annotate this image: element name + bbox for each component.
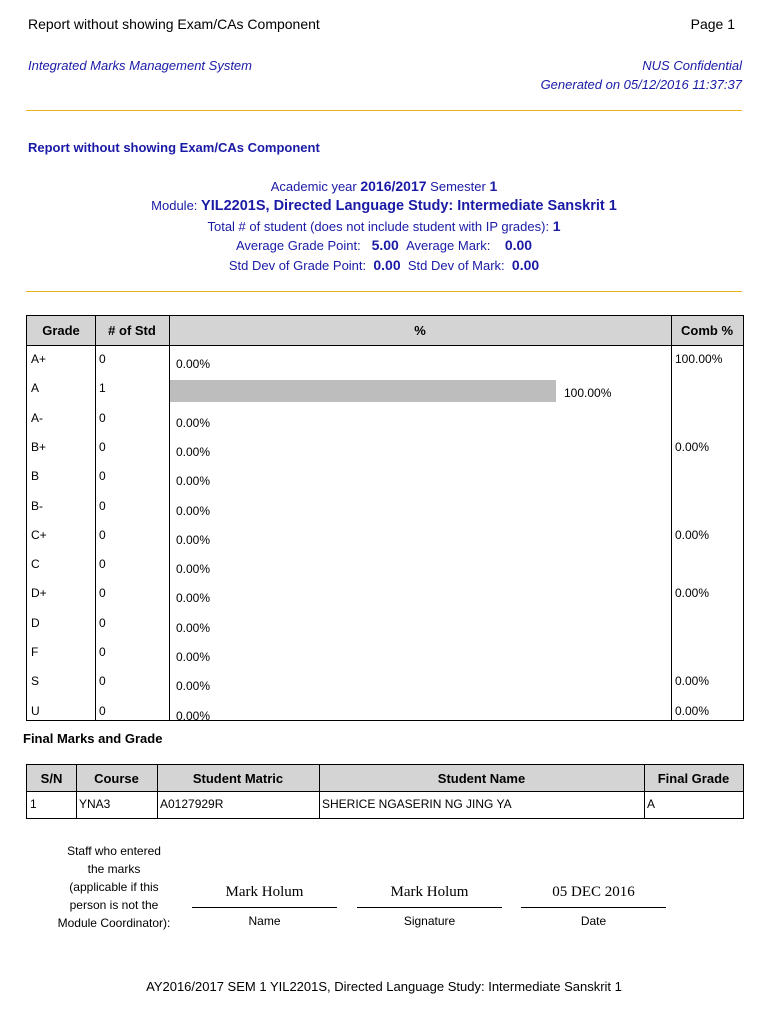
module-label: Module: <box>151 198 198 213</box>
percent-cell: 0.00% <box>176 415 211 430</box>
date-caption: Date <box>580 914 607 928</box>
comb-cell: 0.00% <box>675 703 710 718</box>
grade-cell: S <box>31 674 40 689</box>
final-table-header <box>27 765 743 792</box>
total-students-label: Total # of student (does not include student with IP grades): <box>207 219 550 234</box>
column-divider <box>76 765 77 818</box>
count-cell: 0 <box>99 469 106 484</box>
grade-cell: B+ <box>31 439 47 454</box>
header-matric: Student Matric <box>192 771 284 786</box>
comb-cell: 0.00% <box>675 674 710 689</box>
sd-mark-value: 0.00 <box>511 257 540 273</box>
grade-cell: A+ <box>31 352 47 366</box>
total-students-value: 1 <box>552 218 561 234</box>
confidential-label: NUS Confidential <box>642 58 742 73</box>
staff-note-line: person is not the <box>69 898 159 912</box>
academic-year-label: Academic year <box>270 179 357 194</box>
grade-row <box>27 609 743 638</box>
column-divider <box>157 765 158 818</box>
grade-row <box>27 579 743 608</box>
comb-cell: 0.00% <box>675 586 710 601</box>
row-final-grade: A <box>647 797 656 811</box>
header-grade: Grade <box>42 323 80 338</box>
averages-line <box>0 237 768 253</box>
signature-value: Mark Holum <box>390 884 469 900</box>
avg-grade-point-value: 5.00 <box>371 237 399 253</box>
count-cell: 0 <box>99 645 106 659</box>
grade-cell: C <box>31 557 40 572</box>
name-caption: Name <box>248 914 281 928</box>
percent-cell: 0.00% <box>176 503 211 518</box>
name-value: Mark Holum <box>225 884 304 900</box>
count-cell: 0 <box>99 527 106 542</box>
staff-note-line: Staff who entered <box>67 844 161 858</box>
percent-cell: 0.00% <box>176 532 211 547</box>
semester-label: Semester <box>430 179 486 194</box>
comb-cell: 100.00% <box>675 352 723 366</box>
staff-note <box>34 842 194 932</box>
grade-row <box>27 404 743 433</box>
grade-row <box>27 550 743 579</box>
grade-row <box>27 667 743 696</box>
count-cell: 1 <box>99 381 106 396</box>
count-cell: 0 <box>99 439 106 454</box>
report-title: Report without showing Exam/CAs Component <box>28 16 320 32</box>
divider <box>26 291 742 292</box>
system-name: Integrated Marks Management System <box>28 58 252 73</box>
percent-cell: 0.00% <box>176 708 211 723</box>
row-matric: A0127929R <box>160 797 224 811</box>
grade-row <box>27 638 743 667</box>
count-cell: 0 <box>99 557 106 572</box>
avg-grade-point-label: Average Grade Point: <box>235 238 361 253</box>
signature-caption: Signature <box>403 914 456 928</box>
date-line <box>521 907 666 908</box>
header-comb: Comb % <box>681 323 733 338</box>
header-course: Course <box>94 771 139 786</box>
page-footer: AY2016/2017 SEM 1 YIL2201S, Directed Language Study: Intermediate Sanskrit 1 <box>146 979 622 994</box>
column-divider <box>319 765 320 818</box>
percent-cell: 100.00% <box>564 386 612 401</box>
grade-distribution-table <box>26 315 744 721</box>
grade-row <box>27 521 743 550</box>
comb-cell: 0.00% <box>675 527 710 542</box>
staff-note-line: (applicable if this <box>69 880 159 894</box>
divider <box>26 110 742 111</box>
row-course: YNA3 <box>79 797 111 811</box>
staff-note-line: Module Coordinator): <box>57 916 171 930</box>
grade-row <box>27 345 743 374</box>
count-cell: 0 <box>99 586 106 601</box>
name-line <box>192 907 337 908</box>
header-student-name: Student Name <box>437 771 526 786</box>
sd-grade-point-label: Std Dev of Grade Point: <box>228 258 367 273</box>
generated-timestamp: Generated on 05/12/2016 11:37:37 <box>540 77 742 92</box>
count-cell: 0 <box>99 498 106 513</box>
percent-cell: 0.00% <box>176 444 211 459</box>
grade-row <box>27 374 743 403</box>
final-marks-table <box>26 764 744 819</box>
percent-cell: 0.00% <box>176 679 211 694</box>
grade-cell: A <box>31 381 40 396</box>
grade-table-header <box>27 316 743 346</box>
count-cell: 0 <box>99 615 106 630</box>
grade-cell: U <box>31 703 40 718</box>
grade-cell: D+ <box>31 586 47 601</box>
column-divider <box>644 765 645 818</box>
std-dev-line <box>0 257 768 273</box>
signature-line <box>357 907 502 908</box>
grade-row <box>27 433 743 462</box>
module-line <box>0 198 768 214</box>
percent-cell: 0.00% <box>176 562 211 577</box>
grade-cell: C+ <box>31 527 47 542</box>
count-cell: 0 <box>99 352 106 366</box>
sd-grade-point-value: 0.00 <box>373 257 401 273</box>
report-heading: Report without showing Exam/CAs Component <box>28 140 320 155</box>
header-percent: % <box>414 323 426 338</box>
grade-cell: A- <box>31 410 43 425</box>
sd-mark-label: Std Dev of Mark: <box>407 258 505 273</box>
grade-cell: B- <box>31 498 43 513</box>
header-final-grade: Final Grade <box>657 771 730 786</box>
count-cell: 0 <box>99 703 106 718</box>
count-cell: 0 <box>99 410 106 425</box>
grade-row <box>27 492 743 521</box>
percent-cell: 0.00% <box>176 620 211 635</box>
staff-note-line: the marks <box>87 862 141 876</box>
percent-cell: 0.00% <box>176 591 211 606</box>
total-students-line <box>0 218 768 234</box>
grade-row <box>27 462 743 491</box>
grade-cell: F <box>31 645 39 659</box>
header-count: # of Std <box>108 323 156 338</box>
date-value: 05 DEC 2016 <box>552 884 635 900</box>
percent-cell: 0.00% <box>176 474 211 489</box>
academic-year-line <box>0 178 768 194</box>
percent-cell: 0.00% <box>176 357 211 371</box>
count-cell: 0 <box>99 674 106 689</box>
row-sn: 1 <box>30 797 37 811</box>
semester-value: 1 <box>489 178 498 194</box>
grade-row <box>27 697 743 726</box>
grade-cell: B <box>31 469 40 484</box>
module-value: YIL2201S, Directed Language Study: Intermediate Sanskrit 1 <box>201 198 617 214</box>
header-sn: S/N <box>40 771 63 786</box>
page-number: Page 1 <box>690 16 735 32</box>
row-student-name: SHERICE NGASERIN NG JING YA <box>322 797 512 811</box>
academic-year-value: 2016/2017 <box>360 178 427 194</box>
percent-bar <box>170 380 556 402</box>
grade-cell: D <box>31 615 40 630</box>
final-marks-heading: Final Marks and Grade <box>23 731 163 746</box>
percent-cell: 0.00% <box>176 650 211 664</box>
avg-mark-value: 0.00 <box>504 237 533 253</box>
avg-mark-label: Average Mark: <box>406 238 491 253</box>
comb-cell: 0.00% <box>675 439 710 454</box>
